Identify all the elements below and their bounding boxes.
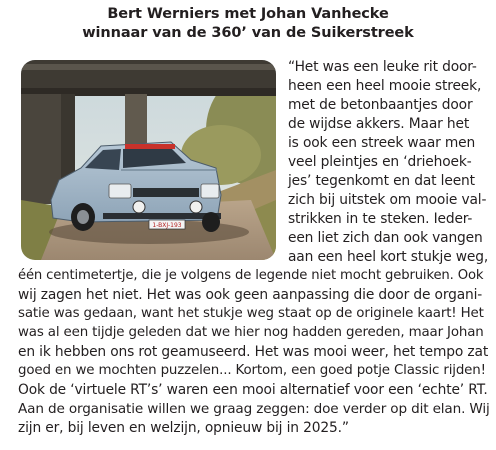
body-line: was al een tijdje geleden dat we hier nog hadden gereden, maar Johan bbox=[18, 325, 484, 340]
body-line: satie was gedaan, want het stukje weg staat op de originele kaart! Het bbox=[18, 306, 484, 321]
body-line: aan een heel kort stukje weg, bbox=[288, 249, 489, 265]
body-line: met de betonbaantjes door bbox=[288, 97, 473, 113]
body-line: zijn er, bij leven en welzijn, opnieuw bij in 2025.” bbox=[18, 420, 349, 436]
body-line: heen een heel mooie streek, bbox=[288, 78, 482, 94]
body-line: wij zagen het niet. Het was ook geen aanpassing die door de organi- bbox=[18, 287, 483, 303]
body-line: strikken in te steken. Ieder- bbox=[288, 211, 473, 227]
license-plate-text: 1-BXJ-193 bbox=[152, 222, 182, 229]
body-line: Aan de organisatie willen we graag zeggen: doe verder op dit elan. Wij bbox=[18, 401, 490, 417]
body-line: en ik hebben ons rot geamuseerd. Het was mooi weer, het tempo zat bbox=[18, 344, 489, 360]
body-line: “Het was een leuke rit door- bbox=[288, 59, 477, 75]
body-line: een liet zich dan ook vangen bbox=[288, 230, 483, 246]
body-line: één centimetertje, die je volgens de legende niet mocht gebruiken. Ook bbox=[18, 268, 484, 283]
body-line: zich bij uitstek om mooie val- bbox=[288, 192, 487, 208]
article-title-line-2: winnaar van de 360’ van de Suikerstreek bbox=[82, 25, 414, 41]
body-line: jes’ tegenkomt en dat leent bbox=[288, 173, 475, 189]
body-line: veel pleintjes en ‘driehoek- bbox=[288, 154, 472, 170]
body-line: is ook een streek waar men bbox=[288, 135, 476, 151]
article-photo bbox=[21, 60, 276, 260]
body-line: de wijdse akkers. Maar het bbox=[288, 116, 470, 132]
article-title-line-1: Bert Werniers met Johan Vanhecke bbox=[107, 6, 389, 22]
body-line: goed en we mochten puzzelen... Kortom, een goed potje Classic rijden! bbox=[18, 363, 486, 378]
body-line: Ook de ‘virtuele RT’s’ waren een mooi alternatief voor een ‘echte’ RT. bbox=[18, 382, 488, 398]
